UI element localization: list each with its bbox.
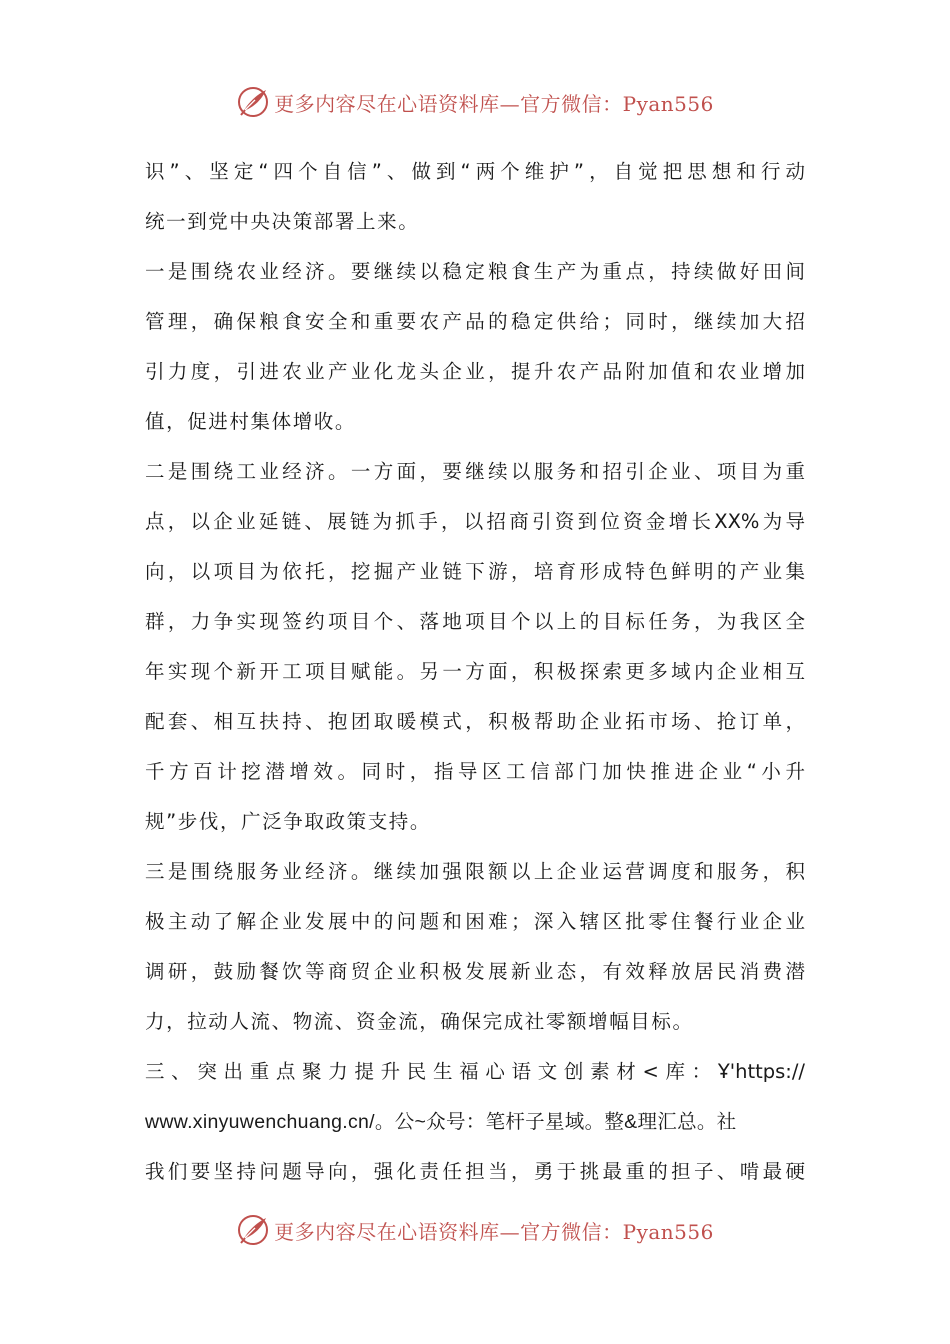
body-line: 引力度，引进农业产业化龙头企业，提升农产品附加值和农业增加: [145, 360, 805, 383]
body-line: 规”步伐，广泛争取政策支持。: [145, 810, 432, 833]
feather-pen-logo-icon: [236, 1213, 270, 1247]
feather-pen-logo-icon: [236, 85, 270, 119]
body-line: 一是围绕农业经济。要继续以稳定粮食生产为重点，持续做好田间: [145, 260, 805, 283]
footer-promo-text: 更多内容尽在心语资料库—官方微信：Pyan556: [274, 1219, 714, 1244]
body-line: 配套、相互扶持、抱团取暖模式，积极帮助企业拓市场、抢订单，: [145, 710, 805, 733]
body-line: 调研，鼓励餐饮等商贸企业积极发展新业态，有效释放居民消费潜: [145, 960, 805, 983]
body-line: 统一到党中央决策部署上来。: [145, 210, 420, 233]
header-promo-text: 更多内容尽在心语资料库—官方微信：Pyan556: [274, 91, 714, 116]
body-line: 识”、坚定“四个自信”、做到“两个维护”，自觉把思想和行动: [145, 160, 805, 183]
body-line: 群，力争实现签约项目个、落地项目个以上的目标任务，为我区全: [145, 610, 805, 633]
body-line: 力，拉动人流、物流、资金流，确保完成社零额增幅目标。: [145, 1010, 694, 1033]
body-line: 向，以项目为依托，挖掘产业链下游，培育形成特色鲜明的产业集: [145, 560, 805, 583]
section-heading-line: 三、突出重点聚力提升民生福心语文创素材<库：Ұ'https://: [145, 1060, 805, 1083]
body-line: 管理，确保粮食安全和重要农产品的稳定供给；同时，继续加大招: [145, 310, 805, 333]
body-line: 年实现个新开工项目赋能。另一方面，积极探索更多域内企业相互: [145, 660, 805, 683]
body-line: 值，促进村集体增收。: [145, 410, 357, 433]
body-line: 极主动了解企业发展中的问题和困难；深入辖区批零住餐行业企业: [145, 910, 805, 933]
header-banner: [0, 82, 950, 122]
body-line: www.xinyuwenchuang.cn/。公~众号：笔杆子星域。整&理汇总。社: [145, 1111, 737, 1133]
body-line: 三是围绕服务业经济。继续加强限额以上企业运营调度和服务，积: [145, 860, 805, 883]
document-body: [145, 150, 805, 1200]
footer-banner: [0, 1210, 950, 1250]
body-line: 千方百计挖潜增效。同时，指导区工信部门加快推进企业“小升: [145, 760, 805, 783]
body-line: 点，以企业延链、展链为抓手，以招商引资到位资金增长XX%为导: [145, 510, 805, 533]
body-line: 我们要坚持问题导向，强化责任担当，勇于挑最重的担子、啃最硬: [145, 1160, 805, 1183]
body-line: 二是围绕工业经济。一方面，要继续以服务和招引企业、项目为重: [145, 460, 805, 483]
